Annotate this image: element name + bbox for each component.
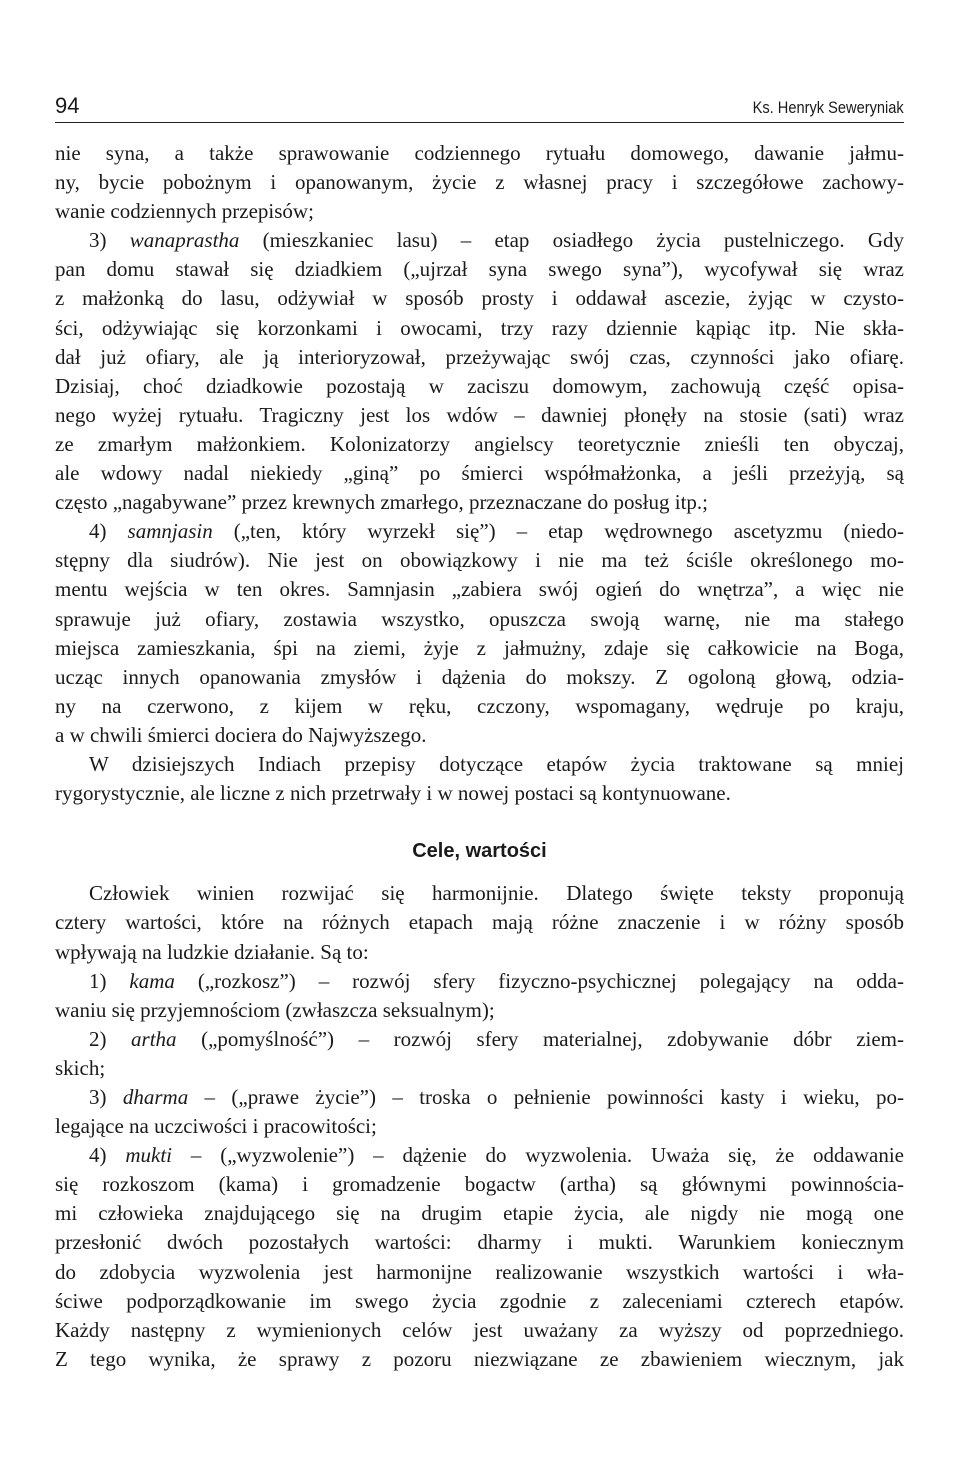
list-number: 4)	[89, 1143, 126, 1168]
list-number: 3)	[89, 1085, 123, 1109]
text-span: („rozkosz”) – rozwój sfery fizyczno-psychicznej polegający na odda-	[174, 968, 904, 993]
text-line: Dzisiaj, choć dziadkowie pozostają w zaciszu domowym, zachowują część opisa-	[55, 373, 904, 398]
text-line: do zdobycia wyzwolenia jest harmonijne realizowanie wszystkich wartości i wła-	[55, 1259, 904, 1284]
list-item-artha	[55, 1025, 904, 1054]
text-line: ny na czerwono, z kijem w ręku, czczony, wspomagany, wędruje po kraju,	[55, 693, 904, 718]
list-number: 1)	[89, 968, 130, 993]
text-span: („ten, który wyrzekł się”) – etap wędrownego ascetyzmu (niedo-	[212, 519, 904, 544]
term-kama: kama	[129, 968, 175, 993]
list-number: 4)	[89, 519, 128, 544]
text-line: ny, bycie pobożnym i opanowanym, życie z własnej pracy i szczegółowe zachowy-	[55, 170, 904, 195]
term-dharma: dharma	[122, 1085, 189, 1109]
text-line: ucząc innych opanowania zmysłów i dążenia do mokszy. Z ogoloną głową, odzia-	[55, 664, 904, 689]
text-line: waniu się przyjemnościom (zwłaszcza seksualnym);	[55, 997, 495, 1022]
text-line: a w chwili śmierci dociera do Najwyższego.	[55, 722, 427, 747]
text-line: ściwe podporządkowanie im swego życia zgodnie z zaleceniami czterech etapów.	[55, 1288, 904, 1313]
section-heading: Cele, wartości	[412, 840, 547, 863]
text-line: legające na uczciwości i pracowitości;	[55, 1114, 377, 1139]
text-line: się rozkoszom (kama) i gromadzenie bogactw (artha) są głównymi powinnościa-	[55, 1172, 904, 1197]
text-line: pan domu stawał się dziadkiem („ujrzał syna swego syna”), wycofywał się wraz	[55, 257, 904, 282]
text-line: Z tego wynika, że sprawy z pozoru niezwiązane ze zbawieniem wiecznym, jak	[55, 1346, 904, 1371]
text-line: przesłonić dwóch pozostałych wartości: dharmy i mukti. Warunkiem koniecznym	[55, 1230, 904, 1255]
text-line: często „nagabywane” przez krewnych zmarłego, przeznaczane do posług itp.;	[55, 490, 709, 515]
body-text	[55, 139, 904, 1374]
text-line: ści, odżywiając się korzonkami i owocami, trzy razy dziennie kąpiąc itp. Nie skła-	[55, 315, 904, 340]
list-item-dharma	[55, 1083, 904, 1112]
text-line: miejsca zamieszkania, śpi na ziemi, żyje z jałmużny, zdaje się całkowicie na Boga,	[55, 635, 904, 660]
list-item-mukti	[55, 1141, 904, 1170]
text-line: wanie codziennych przepisów;	[55, 199, 314, 224]
text-line: wpływają na ludzkie działanie. Są to:	[55, 939, 369, 964]
list-item-samnjasin	[55, 517, 904, 546]
spacer	[55, 808, 904, 837]
text-line: dał już ofiary, ale ją interioryzował, przeżywając swój czas, czynności jako ofiarę.	[55, 344, 904, 369]
text-line: nego wyżej rytuału. Tragiczny jest los wdów – dawniej płonęły na stosie (sati) wraz	[55, 402, 904, 427]
term-wanaprastha: wanaprastha	[129, 228, 240, 253]
spacer	[55, 866, 904, 879]
text-line: cztery wartości, które na różnych etapach mają różne znaczenie i w różny sposób	[55, 910, 904, 935]
term-mukti: mukti	[125, 1143, 173, 1168]
list-item-kama	[55, 967, 904, 996]
list-number: 3)	[89, 228, 130, 253]
text-line: stępny dla siudrów). Nie jest on obowiązkowy i nie ma też ściśle określonego mo-	[55, 548, 904, 573]
page-header	[55, 92, 904, 123]
page-number: 94	[55, 93, 80, 118]
text-span: – („wyzwolenie”) – dążenie do wyzwolenia. Uważa się, że oddawanie	[172, 1143, 904, 1168]
text-line: Każdy następny z wymienionych celów jest uważany za wyższy od poprzedniego.	[55, 1317, 904, 1342]
text-line: nie syna, a także sprawowanie codziennego rytuału domowego, dawanie jałmu-	[55, 141, 904, 165]
text-span: – („prawe życie”) – troska o pełnienie powinności kasty i wieku, po-	[188, 1085, 904, 1109]
text-line: rygorystycznie, ale liczne z nich przetrwały i w nowej postaci są kontynuowane.	[55, 781, 731, 806]
running-head: Ks. Henryk Seweryniak	[752, 98, 904, 117]
text-line: sprawuje już ofiary, zostawia wszystko, opuszcza swoją warnę, nie ma stałego	[55, 606, 904, 631]
text-line: W dzisiejszych Indiach przepisy dotyczące etapów życia traktowane są mniej	[89, 751, 904, 776]
text-span: (mieszkaniec lasu) – etap osiadłego życia pustelniczego. Gdy	[239, 228, 904, 253]
text-line: skich;	[55, 1055, 106, 1080]
text-span: („pomyślność”) – rozwój sfery materialnej, zdobywanie dóbr ziem-	[176, 1026, 904, 1051]
text-line: ale wdowy nadal niekiedy „giną” po śmierci współmałżonka, a jeśli przeżyją, są	[55, 461, 904, 486]
term-artha: artha	[131, 1026, 177, 1051]
text-line: Człowiek winien rozwijać się harmonijnie. Dlatego święte teksty proponują	[89, 881, 904, 906]
term-samnjasin: samnjasin	[127, 519, 213, 544]
text-line: z małżonką do lasu, odżywiał w sposób prosty i oddawał ascezie, żyjąc w czysto-	[55, 286, 904, 311]
list-item-wanaprastha	[55, 226, 904, 255]
text-line: ze zmarłym małżonkiem. Kolonizatorzy angielscy teoretycznie znieśli ten obyczaj,	[55, 431, 904, 456]
text-line: mi człowieka znajdującego się na drugim etapie życia, ale nigdy nie mogą one	[55, 1201, 904, 1226]
list-number: 2)	[89, 1026, 132, 1051]
text-line: mentu wejścia w ten okres. Samnjasin „zabiera swój ogień do wnętrza”, a więc nie	[55, 577, 904, 602]
